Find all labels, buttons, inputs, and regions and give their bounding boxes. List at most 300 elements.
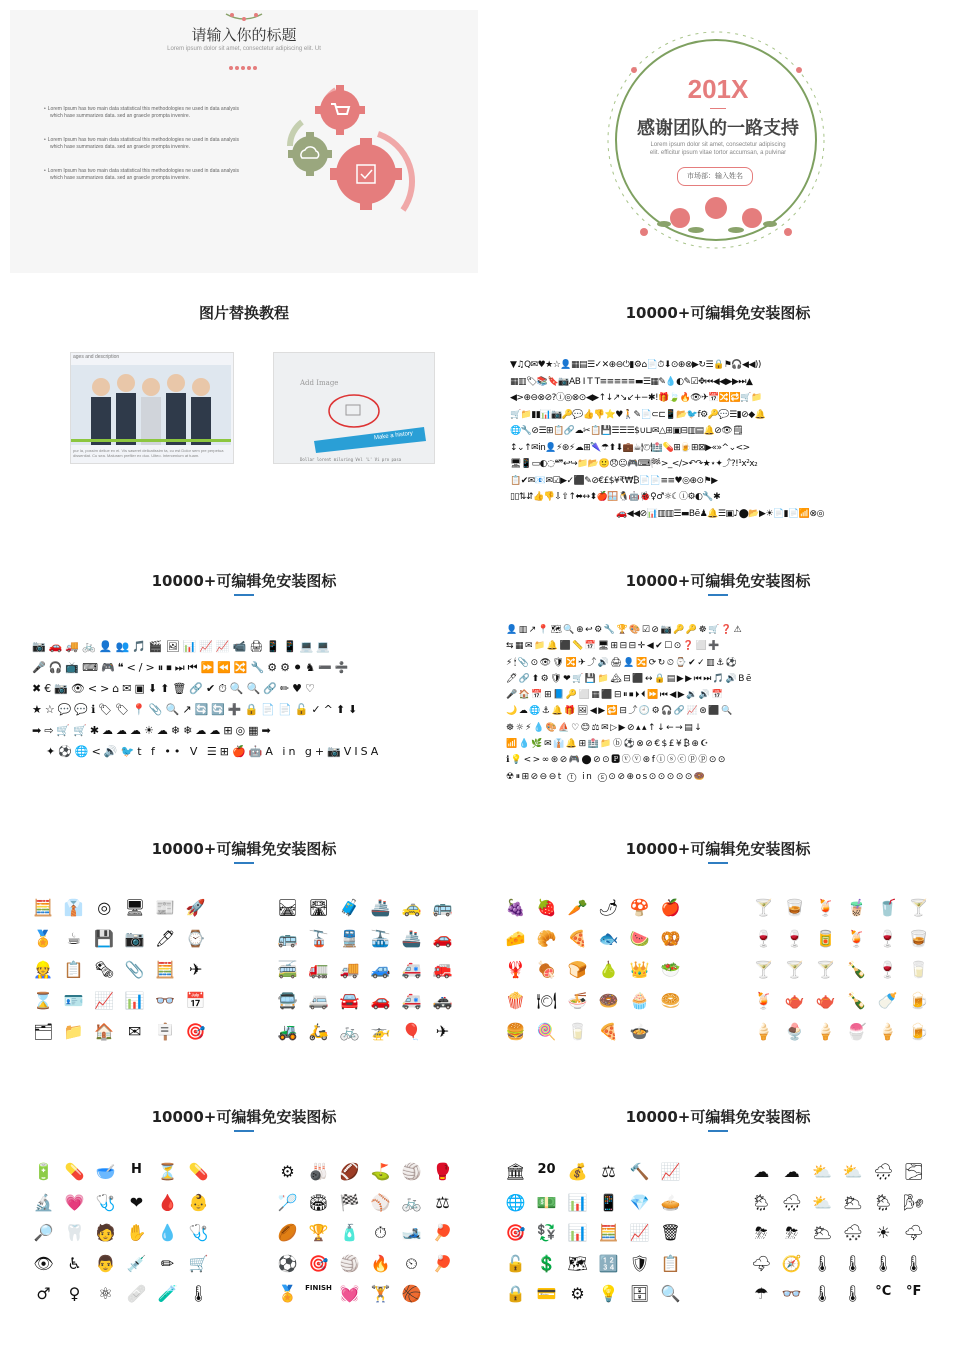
grid-icon: 🍷 bbox=[753, 929, 774, 948]
grid-icon: 🚘 bbox=[339, 991, 360, 1010]
grid-icon: ⛈ bbox=[785, 1223, 799, 1242]
grid-icon: 📋 bbox=[63, 960, 84, 979]
icon-row: ☢⏸⊞⊘⊖⊖t ⓣ in ⓢ⊙⊘⊕os⊙⊙⊙⊙⊙🍩 bbox=[506, 771, 707, 782]
grid-icon: 🐟 bbox=[598, 929, 619, 948]
grid-icon: 🧪 bbox=[157, 1284, 178, 1303]
grid-icon: ☀ bbox=[876, 1223, 891, 1242]
bullet-item: • Lorem Ipsum has two main data statistical this methodologies ne used in data analysis which hase summarizes data. sed an graecle prompta invenire. bbox=[50, 137, 250, 151]
grid-icon: 📋 bbox=[660, 1253, 681, 1273]
grid-icon: 🍎 bbox=[660, 898, 681, 917]
thanks-subtitle bbox=[484, 141, 952, 157]
grid-icon: 📊 bbox=[567, 1223, 588, 1242]
slide-8 bbox=[484, 818, 952, 1081]
icon-sheet bbox=[510, 357, 930, 522]
grid-icon: 🍜 bbox=[567, 991, 588, 1010]
grid-icon: ⚙ bbox=[280, 1162, 295, 1181]
grid-icon: 🗞 bbox=[94, 960, 115, 979]
grid-icon: 🥕 bbox=[567, 898, 588, 917]
grid-icon: 🌡 bbox=[903, 1253, 924, 1273]
grid-icon: 👓 bbox=[155, 991, 176, 1010]
slide-title: 10000+可编辑免安装图标 bbox=[625, 1108, 811, 1126]
grid-icon: 🎳 bbox=[308, 1162, 329, 1181]
grid-icon: 🧮 bbox=[155, 960, 176, 979]
grid-icon: 🍹 bbox=[815, 898, 836, 917]
grid-icon: 🍉 bbox=[629, 929, 650, 948]
grid-icon: 🧮 bbox=[33, 898, 54, 917]
grid-icon: ☂ bbox=[754, 1284, 769, 1303]
grid-icon: 💎 bbox=[629, 1192, 650, 1212]
grid-icon: ☁ bbox=[753, 1162, 770, 1181]
grid-icon: 🚗 bbox=[370, 991, 391, 1010]
grid-icon: 🚡 bbox=[308, 929, 329, 948]
title-underline bbox=[234, 1130, 254, 1132]
grid-icon: 🍷 bbox=[877, 960, 898, 979]
grid-icon: 🗄 bbox=[629, 1284, 650, 1303]
grid-icon: 🌐 bbox=[505, 1192, 526, 1212]
grid-icon: 🍹 bbox=[753, 991, 774, 1010]
grid-icon: 🚒 bbox=[432, 960, 453, 979]
grid-icon: 🧑 bbox=[95, 1223, 116, 1242]
grid-icon: 🍸 bbox=[753, 960, 774, 979]
icon-row: ℹ💡<>∞⊛⊘🎮⬤⊘⊙🅿ⓥⓥ⊛fⓘⓢⓒⓟⓟ⊙⊙ bbox=[506, 755, 727, 766]
grid-icon: 🔓 bbox=[505, 1253, 526, 1273]
icon-row: ↕⌄↑✉in👤⚡⊛⚡☁⊞🌂☂⬆⬇💼☕🍽🏥💊⊞🍺⊞⊠▶«»^⌄<> bbox=[510, 442, 750, 453]
grid-icon: FINISH bbox=[305, 1284, 332, 1292]
office-icon-grid bbox=[28, 898, 211, 1053]
grid-icon: 🫖 bbox=[815, 991, 836, 1010]
grid-icon: ⚙ bbox=[570, 1284, 585, 1303]
grid-icon: ☁ bbox=[783, 1162, 800, 1181]
grid-icon: 🍺 bbox=[908, 991, 929, 1010]
grid-icon: ⌚ bbox=[185, 929, 206, 948]
grid-icon: 🍺 bbox=[908, 1022, 929, 1041]
grid-icon: 🥧 bbox=[660, 1192, 681, 1212]
grid-icon: 🔬 bbox=[33, 1192, 54, 1212]
grid-icon: 🌩 bbox=[751, 1253, 772, 1273]
grid-icon: 🍼 bbox=[877, 991, 898, 1010]
grid-icon: 📈 bbox=[94, 991, 115, 1010]
grid-icon: 20 bbox=[537, 1162, 556, 1177]
icon-sheet bbox=[506, 622, 926, 785]
grid-icon: 🚑 bbox=[401, 960, 422, 979]
grid-icon: 👨 bbox=[95, 1253, 116, 1273]
grid-icon: 📅 bbox=[185, 991, 206, 1010]
grid-icon: 🩺 bbox=[95, 1192, 116, 1212]
grid-icon: H bbox=[131, 1162, 142, 1177]
grid-icon: ✈ bbox=[189, 960, 203, 979]
grid-icon: 🍷 bbox=[784, 929, 805, 948]
grid-icon: 🏛 bbox=[505, 1162, 526, 1181]
grid-icon: 🧋 bbox=[846, 898, 867, 917]
grid-icon: 🥨 bbox=[660, 929, 681, 948]
grid-icon: 📁 bbox=[63, 1022, 84, 1041]
grid-icon: 🏆 bbox=[308, 1223, 329, 1242]
grid-icon: 🥯 bbox=[660, 991, 681, 1010]
grid-icon: 🌫 bbox=[903, 1162, 924, 1181]
slide-title: 10000+可编辑免安装图标 bbox=[151, 1108, 337, 1126]
grid-icon: 🏐 bbox=[401, 1162, 422, 1181]
grid-icon: 🔍 bbox=[660, 1284, 681, 1303]
add-image-graphic bbox=[274, 353, 434, 463]
grid-icon: 🏐 bbox=[339, 1253, 360, 1273]
grid-icon: 📷 bbox=[124, 929, 145, 948]
grid-icon: 🩺 bbox=[188, 1223, 209, 1242]
slide-4 bbox=[484, 282, 952, 545]
grid-icon: 🚕 bbox=[401, 898, 422, 917]
slide-1 bbox=[10, 10, 478, 273]
grid-icon: 🏅 bbox=[33, 929, 54, 948]
grid-icon: 🚀 bbox=[185, 898, 206, 917]
food-icon-grid bbox=[500, 898, 686, 1053]
grid-icon: 🚢 bbox=[370, 898, 391, 917]
grid-icon: 🎈 bbox=[401, 1022, 422, 1041]
grid-icon: 🚑 bbox=[401, 991, 422, 1010]
grid-icon: 🚆 bbox=[339, 929, 360, 948]
grid-icon: 🌡 bbox=[188, 1284, 209, 1303]
grid-icon: 🌧 bbox=[781, 1192, 802, 1212]
subtitle-line: elit. efficitur ipsum vitae tortor accumsan, a pulvinar bbox=[649, 150, 787, 156]
grid-icon: ⏳ bbox=[157, 1162, 178, 1181]
grid-icon: 🫖 bbox=[784, 991, 805, 1010]
medical-icon-grid bbox=[28, 1162, 214, 1315]
year-label: 201X bbox=[687, 74, 749, 104]
grid-icon: 🍖 bbox=[536, 960, 557, 979]
grid-icon: 🥛 bbox=[908, 960, 929, 979]
grid-icon: ⛅ bbox=[812, 1162, 833, 1181]
grid-icon: 🍇 bbox=[505, 898, 526, 917]
grid-icon: 🍦 bbox=[815, 1022, 836, 1041]
grid-icon: 🔒 bbox=[505, 1284, 526, 1303]
bullet-item: • Lorem Ipsum has two main data statistical this methodologies ne used in data analysis which hase summarizes data. sed an graecle prompta invenire. bbox=[50, 168, 250, 182]
slide-title: 10000+可编辑免安装图标 bbox=[625, 840, 811, 858]
grid-icon: 👑 bbox=[629, 960, 650, 979]
grid-icon: 🥃 bbox=[784, 898, 805, 917]
slide-3 bbox=[10, 282, 478, 545]
icon-row: ⚡🕯📎⊙👁🛡🔀✈⤴🔊🖨👤🔀⟳↻⏲⌚✔✓▥⚓⚽ bbox=[506, 657, 739, 668]
grid-icon: 🌡 bbox=[842, 1284, 863, 1303]
icon-row: 🚗◀◀⊘📊▥▥☰▬Bē♟🔔☰▣♪⬤📂▶☀📄▮📄📶⊗◎ bbox=[616, 508, 824, 519]
grid-icon: 🎯 bbox=[505, 1223, 526, 1242]
slide-subtitle: Lorem ipsum dolor sit amet, consectetur adipiscing elit. Ut bbox=[167, 46, 321, 52]
grid-icon: 🚐 bbox=[308, 991, 329, 1010]
grid-icon: ⛅ bbox=[812, 1192, 833, 1212]
grid-icon: 🖥 bbox=[124, 898, 145, 917]
grid-icon: 🌥 bbox=[842, 1192, 863, 1212]
add-image-placeholder bbox=[273, 352, 435, 464]
transport-icon-grid bbox=[272, 898, 458, 1053]
grid-icon: 🍾 bbox=[846, 960, 867, 979]
grid-icon: ♂ bbox=[36, 1284, 51, 1303]
grid-icon: 👷 bbox=[33, 960, 54, 979]
grid-icon: 🧀 bbox=[505, 929, 526, 948]
grid-icon: 🍸 bbox=[908, 898, 929, 917]
grid-icon: 🚎 bbox=[277, 960, 298, 979]
grid-icon: 🥫 bbox=[815, 929, 836, 948]
grid-icon: 🛤 bbox=[277, 898, 298, 917]
photo-caption: ages and description bbox=[73, 354, 120, 360]
grid-icon: 🍲 bbox=[629, 1022, 650, 1041]
grid-icon: 📊 bbox=[567, 1192, 588, 1212]
grid-icon: ⏲ bbox=[405, 1253, 418, 1273]
icon-row: ▼♫Q✉♥★☆👤▦▤☰✓✕⊕⊖⏻▮⚙⌂📄⏱⬇⊙⊕⊗▶↻☰🔒⚑🎧◀◀)) bbox=[510, 360, 761, 370]
grid-icon: 🩹 bbox=[126, 1284, 147, 1303]
grid-icon: ⚖ bbox=[601, 1162, 616, 1181]
grid-icon: 📱 bbox=[598, 1192, 619, 1212]
grid-icon: 🌶 bbox=[598, 898, 619, 917]
drinks-icon-grid bbox=[748, 898, 934, 1053]
grid-icon: 👓 bbox=[781, 1284, 802, 1303]
team-photo-placeholder bbox=[70, 352, 234, 464]
grid-icon: 🍓 bbox=[536, 898, 557, 917]
icon-row: 🌙☁🌐⚓🔔🎁🖼◀▶🔁⊟⤴🕘⚙🎧🔗📈⊛⬛🔍 bbox=[506, 706, 734, 717]
grid-icon: 🏁 bbox=[339, 1192, 360, 1212]
grid-icon: 🧳 bbox=[339, 898, 360, 917]
grid-icon: 🦞 bbox=[505, 960, 526, 979]
grid-icon: 👔 bbox=[63, 898, 84, 917]
icon-row: ▦▥🏷📚🔖📷AB I T T≡≡≡≡≡▬☰▦✎💧◐✎☑✥⏮◀◀▶▶⏭▲ bbox=[510, 376, 753, 387]
grid-icon: 🗑 bbox=[660, 1223, 681, 1242]
grid-icon: ☕ bbox=[66, 929, 81, 948]
slide-5 bbox=[10, 550, 478, 813]
grid-icon: 🌧 bbox=[873, 1162, 894, 1181]
check-gear-icon bbox=[330, 138, 402, 210]
slide-9 bbox=[10, 1086, 478, 1349]
grid-icon: 🚲 bbox=[339, 1022, 360, 1041]
icon-row: 🛒📁▮▮📊📷🔑💬👍👎⭐♥🚶✎📄⊂⊏📱📂🐦f⚙🔑💬☰▮⊘◆🔔 bbox=[510, 409, 766, 420]
grid-icon: ♿ bbox=[67, 1253, 82, 1273]
grid-icon: 🗂 bbox=[33, 1022, 54, 1041]
grid-icon: 🌬 bbox=[903, 1192, 924, 1212]
grid-icon: 🌦 bbox=[751, 1192, 772, 1212]
grid-icon: 💗 bbox=[64, 1192, 85, 1212]
grid-icon: 🥗 bbox=[660, 960, 681, 979]
grid-icon: 🥃 bbox=[908, 929, 929, 948]
grid-icon: 🥛 bbox=[567, 1022, 588, 1041]
grid-icon: ⏱ bbox=[374, 1223, 387, 1242]
grid-icon: 🔢 bbox=[598, 1253, 619, 1273]
grid-icon: 🏈 bbox=[339, 1162, 360, 1181]
grid-icon: 🛣 bbox=[308, 898, 329, 917]
team-photo bbox=[71, 365, 231, 445]
grid-icon: 💉 bbox=[126, 1253, 147, 1273]
icon-row: ✖€📷👁<>⌂✉▣⬇⬆🗑🔗✔⏱🔍🔍🔗✏♥♡ bbox=[32, 682, 318, 695]
grid-icon: 🚁 bbox=[370, 1022, 391, 1041]
grid-icon: 🔨 bbox=[629, 1162, 650, 1181]
grid-icon: 🌡 bbox=[812, 1253, 833, 1273]
grid-icon: ✏ bbox=[160, 1253, 175, 1273]
grid-icon: 🏓 bbox=[432, 1253, 453, 1273]
grid-icon: 🏅 bbox=[277, 1284, 298, 1303]
grid-icon: 🦷 bbox=[64, 1223, 85, 1242]
grid-icon: 💵 bbox=[536, 1192, 557, 1212]
thanks-title: 感谢团队的一路支持 bbox=[637, 118, 799, 139]
divider bbox=[710, 108, 726, 109]
grid-icon: 🍕 bbox=[567, 929, 588, 948]
grid-icon: 🌨 bbox=[842, 1223, 863, 1242]
grid-icon: ❤ bbox=[129, 1192, 144, 1212]
title-underline bbox=[234, 594, 254, 596]
floral-ornament bbox=[224, 10, 264, 22]
sports-icon-grid bbox=[272, 1162, 458, 1315]
slide-title: 请输入你的标题 bbox=[191, 26, 297, 44]
grid-icon: 🥤 bbox=[877, 898, 898, 917]
icon-row: 🖥📱▭◐◌❝❞↩↪📁📂🙂😞😐🎮⌨🏁>_</>↶↷★⋆✦⤴?!¹x²x₂ bbox=[510, 459, 758, 469]
grid-icon: ⚽ bbox=[277, 1253, 298, 1273]
slide-6 bbox=[484, 550, 952, 813]
grid-icon: 🍽 bbox=[536, 991, 557, 1010]
icon-row: ✦⚽🌐<🔊🐦t f •• V ☰⊞🍎🤖A in g+📷VISA bbox=[46, 745, 382, 758]
slide-title: 10000+可编辑免安装图标 bbox=[151, 572, 337, 590]
icon-row: 📷🚗🚚🚲👤👥🎵🎬🖼📊📈📈📹🖨📱📱💻💻 bbox=[32, 640, 334, 653]
grid-icon: 🪧 bbox=[155, 1022, 176, 1041]
grid-icon: 🍸 bbox=[815, 960, 836, 979]
title-underline bbox=[708, 1130, 728, 1132]
grid-icon: 🌥 bbox=[812, 1223, 833, 1242]
grid-icon: 🔥 bbox=[370, 1253, 391, 1273]
grid-icon: 🛡 bbox=[629, 1253, 650, 1273]
add-image-label: Add Image bbox=[300, 379, 339, 387]
photo-caption-bottom: pur la, possim deliue ex ei. Vis saseret delicatissim ta, cu est Dolor sem pre perpetua dissentiat. Cu sea. Maluram prefiler ex duo. Ulteo. Intercenium at tuam. bbox=[73, 448, 224, 458]
grid-icon: 🩸 bbox=[157, 1192, 178, 1212]
name-button[interactable]: 市场部：输入姓名 bbox=[677, 167, 753, 186]
grid-icon: °F bbox=[906, 1284, 922, 1299]
grid-icon: ✉ bbox=[128, 1022, 142, 1041]
grid-icon: ⌛ bbox=[33, 991, 54, 1010]
grid-icon: 👁 bbox=[33, 1253, 54, 1273]
grid-icon: 🌩 bbox=[903, 1223, 924, 1242]
grid-icon: 🍭 bbox=[536, 1022, 557, 1041]
grid-icon: 💰 bbox=[567, 1162, 588, 1181]
grid-icon: ✈ bbox=[435, 1022, 450, 1041]
grid-icon: °C bbox=[875, 1284, 892, 1299]
grid-icon: 💡 bbox=[598, 1284, 619, 1303]
grid-icon: 🚙 bbox=[370, 960, 391, 979]
slide-7 bbox=[10, 818, 478, 1081]
grid-icon: 🍸 bbox=[784, 960, 805, 979]
gears-illustration bbox=[278, 82, 428, 222]
slide-2 bbox=[484, 10, 952, 273]
cloud-gear-icon bbox=[288, 132, 332, 176]
grid-icon: 🍿 bbox=[505, 991, 526, 1010]
grid-icon: 💊 bbox=[64, 1162, 85, 1181]
slide-title: 10000+可编辑免安装图标 bbox=[625, 572, 811, 590]
grid-icon: 🏋 bbox=[370, 1284, 391, 1303]
grid-icon: 🍹 bbox=[846, 929, 867, 948]
bullet-item: • Lorem Ipsum has two main data statistical this methodologies ne used in data analysis which hase summarizes data. sed an graecle prompta invenire. bbox=[50, 106, 250, 120]
grid-icon: 🚌 bbox=[277, 929, 298, 948]
grid-icon: 🍩 bbox=[598, 991, 619, 1010]
slide-title: 图片替换教程 bbox=[198, 304, 289, 322]
grid-icon: 🍨 bbox=[784, 1022, 805, 1041]
grid-icon: 💱 bbox=[536, 1223, 557, 1242]
grid-icon: 🪪 bbox=[63, 991, 84, 1010]
grid-icon: 🚢 bbox=[401, 929, 422, 948]
grid-icon: 👶 bbox=[188, 1192, 209, 1212]
grid-icon: 💲 bbox=[536, 1253, 557, 1273]
grid-icon: 🌡 bbox=[812, 1284, 833, 1303]
grid-icon: 🏠 bbox=[94, 1022, 115, 1041]
grid-icon: 🖊 bbox=[155, 929, 176, 948]
grid-icon: 🚜 bbox=[277, 1022, 298, 1041]
icon-sheet bbox=[32, 636, 452, 762]
grid-icon: 💊 bbox=[188, 1162, 209, 1181]
grid-icon: 🍐 bbox=[598, 960, 619, 979]
grid-icon: 🏀 bbox=[401, 1284, 422, 1303]
subtitle-line: Lorem ipsum dolor sit amet, consectetur adipiscing bbox=[650, 142, 786, 148]
grid-icon: 🚌 bbox=[432, 898, 453, 917]
grid-icon: 🌦 bbox=[873, 1192, 894, 1212]
grid-icon: 📰 bbox=[155, 898, 176, 917]
grid-icon: 🥊 bbox=[432, 1162, 453, 1181]
icon-row: ▯▯⇅⇵👍👎⇩⇧↑⬌↔⬍🍎🪟🐧🤖🐞♀♂☼☾ⓘ⚙◐🔧✱ bbox=[510, 492, 721, 502]
code-caption: Dollar lorent miluring Vel 'L' Vi pro pasa bbox=[300, 457, 402, 462]
grid-icon: ⛈ bbox=[754, 1223, 768, 1242]
grid-icon: 🧁 bbox=[629, 991, 650, 1010]
grid-icon: 🍷 bbox=[877, 929, 898, 948]
icon-row: ⇆▦✉📁🔔⬛📏📅🖥⊞⊟⊟✛◀✔☐⊙❓⬜➕ bbox=[506, 641, 721, 652]
icon-row: 👤▥↗📍🗺🔍⊕↩⚙🔧🏆🎨☑⊘📷🔑🔑☸🛒❓⚠ bbox=[506, 625, 744, 635]
grid-icon: 🍄 bbox=[629, 898, 650, 917]
grid-icon: 🍕 bbox=[598, 1022, 619, 1041]
icon-row: ★☆💬💬ℹ🏷🏷📍📎🔍↗🔄🔄➕🔒📄📄🔓✓^⬆⬇ bbox=[32, 703, 361, 716]
grid-icon: 📊 bbox=[124, 991, 145, 1010]
grid-icon: 🥣 bbox=[95, 1162, 116, 1181]
grid-icon: 🔋 bbox=[33, 1162, 54, 1181]
grid-icon: 🍦 bbox=[753, 1022, 774, 1041]
icon-row: 📋✔✉📧✉☑▶✓⬛✎⊘€£$¥₹₩₿📄📄≡≡♥◎⊕⊙⚑▶ bbox=[510, 475, 718, 486]
grid-icon: 🚛 bbox=[308, 960, 329, 979]
grid-icon: 🗺 bbox=[567, 1253, 588, 1273]
grid-icon: ⛅ bbox=[842, 1162, 863, 1181]
grid-icon: 💾 bbox=[94, 929, 115, 948]
icon-row: 🌐🔧⊘☰⊞📋🔗☁✂📋💾☰☰☰$∪⊔✉△⊞▣⊟▥▤🔔⊘👁🗒 bbox=[510, 426, 744, 436]
icon-row: 🖊🔗⬆⚙🛡❤🛒💾📁🏔⊟⬛↔🔒▤▶▶⏮⏭🎵🔊Bē bbox=[506, 673, 753, 684]
title-underline bbox=[708, 862, 728, 864]
slide-title: 10000+可编辑免安装图标 bbox=[151, 840, 337, 858]
title-underline bbox=[234, 862, 254, 864]
slide-title: 10000+可编辑免安装图标 bbox=[625, 304, 811, 322]
grid-icon: 🎯 bbox=[185, 1022, 206, 1041]
grid-icon: ⚛ bbox=[98, 1284, 113, 1303]
grid-icon: 📈 bbox=[660, 1162, 681, 1181]
grid-icon: 🌡 bbox=[873, 1253, 894, 1273]
grid-icon: 🚚 bbox=[339, 960, 360, 979]
grid-icon: 🚠 bbox=[370, 929, 391, 948]
icon-row: ◀>⊕⊖⊗⊘?ⓘ◎⊗⊙◀▶↑↓↗↘↙+−✱!🎁🍃🔥👁✈📅🔀🔁🛒📁 bbox=[510, 393, 762, 403]
grid-icon: ⚾ bbox=[370, 1192, 391, 1212]
grid-icon: 🛵 bbox=[308, 1022, 329, 1041]
grid-icon: 🏟 bbox=[308, 1192, 329, 1212]
grid-icon: ◎ bbox=[97, 898, 112, 917]
weather-icon-grid bbox=[746, 1162, 929, 1315]
title-underline bbox=[708, 594, 728, 596]
grid-icon: 🚲 bbox=[401, 1192, 422, 1212]
grid-icon: 🚍 bbox=[277, 991, 298, 1010]
grid-icon: 🍔 bbox=[505, 1022, 526, 1041]
grid-icon: 🍦 bbox=[877, 1022, 898, 1041]
grid-icon: 🍞 bbox=[567, 960, 588, 979]
grid-icon: 🍧 bbox=[846, 1022, 867, 1041]
icon-row: 🎤🎧📺⌨🎮❝</>⏸⏹⏭⏮⏩⏪🔀🔧⚙⚙⚫♞➖➗ bbox=[32, 661, 352, 674]
grid-icon: 💓 bbox=[339, 1284, 360, 1303]
grid-icon: 🏸 bbox=[277, 1192, 298, 1212]
icon-row: ☸☼⚡💧🎨⛵♡😊⚖✉▷▶⊘▴▴↑↓←→▤↓ bbox=[506, 722, 704, 733]
icon-row: 🎤🏠📅⊞📘🔑⬜▦⬛⊟⏸⏹⏵⏴⏩⏮◀▶🔉🔊📅 bbox=[506, 690, 725, 701]
grid-icon: 💧 bbox=[157, 1223, 178, 1242]
grid-icon: 🏓 bbox=[432, 1223, 453, 1242]
grid-icon: ⛳ bbox=[370, 1162, 391, 1181]
grid-icon: 🍾 bbox=[846, 991, 867, 1010]
